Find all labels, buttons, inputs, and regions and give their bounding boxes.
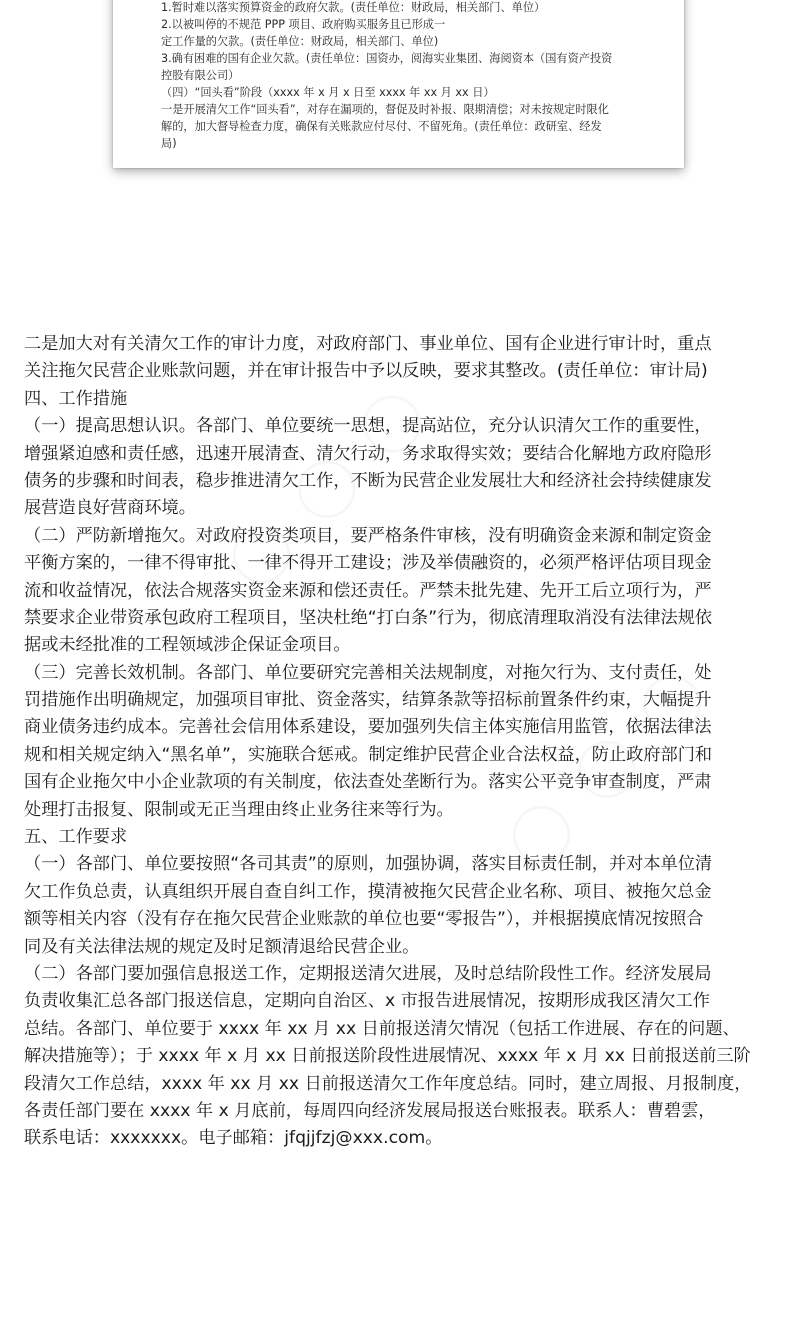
section-heading: 四、工作措施: [24, 388, 128, 409]
preview-line: 定工作量的欠款。(责任单位：财政局，相关部门、单位): [161, 35, 439, 48]
body-line: 增强紧迫感和责任感，迅速开展清查、清欠行动，务求取得实效；要结合化解地方政府隐形: [24, 443, 712, 464]
body-line: 额等相关内容（没有存在拖欠民营企业账款的单位也要“零报告”），并根据摸底情况按照合: [24, 909, 704, 930]
preview-line: 局): [161, 137, 177, 150]
body-line: 联系电话：xxxxxxx。电子邮箱：jfqjjfzj@xxx.com。: [24, 1128, 443, 1149]
body-line: 平衡方案的，一律不得审批、一律不得开工建设；涉及举债融资的，必须严格评估项目现金: [24, 553, 712, 574]
body-line: 禁要求企业带资承包政府工程项目，坚决杜绝“打白条”行为，彻底清理取消没有法律法规依: [24, 607, 713, 628]
body-line: 解决措施等）；于 xxxx 年 x 月 xx 日前报送阶段性进展情况、xxxx 年 x 月 xx 日前报送前三阶: [24, 1046, 751, 1067]
body-line: 负责收集汇总各部门报送信息，定期向自治区、x 市报告进展情况，按期形成我区清欠工作: [24, 991, 710, 1012]
body-line: 流和收益情况，依法合规落实资金来源和偿还责任。严禁未批先建、先开工后立项行为，严: [24, 580, 712, 601]
body-line: 关注拖欠民营企业账款问题，并在审计报告中予以反映，要求其整改。(责任单位：审计局): [24, 361, 708, 382]
body-line: （三）完善长效机制。各部门、单位要研究完善相关法规制度，对拖欠行为、支付责任，处: [24, 662, 712, 683]
body-line: 处理打击报复、限制或无正当理由终止业务往来等行为。: [24, 799, 454, 820]
body-line: 国有企业拖欠中小企业款项的有关制度，依法查处垄断行为。落实公平竞争审查制度，严肃: [24, 772, 712, 793]
preview-line: 3.确有困难的国有企业欠款。(责任单位：国资办，阅海实业集团、海阅资本（国有资产投资: [161, 52, 613, 65]
body-line: 据或未经批准的工程领域涉企保证金项目。: [24, 635, 351, 656]
body-line: 罚措施作出明确规定，加强项目审批、资金落实，结算条款等招标前置条件约束，大幅提升: [24, 690, 712, 711]
preview-line: （四）“回头看”阶段（xxxx 年 x 月 x 日至 xxxx 年 xx 月 xx 日）: [161, 86, 495, 99]
body-line: （二）各部门要加强信息报送工作，定期报送清欠进展，及时总结阶段性工作。经济发展局: [24, 963, 712, 984]
preview-line: 控股有限公司）: [161, 69, 240, 82]
preview-line: 1.暂时难以落实预算资金的政府欠款。(责任单位：财政局，相关部门、单位）: [161, 1, 546, 14]
body-line: 总结。各部门、单位要于 xxxx 年 xx 月 xx 日前报送清欠情况（包括工作进展、存在的问题、: [24, 1018, 740, 1039]
body-line: 规和相关规定纳入“黑名单”，实施联合惩戒。制定维护民营企业合法权益，防止政府部门和: [24, 744, 713, 765]
body-line: （二）严防新增拖欠。对政府投资类项目，要严格条件审核，没有明确资金来源和制定资金: [24, 525, 712, 546]
preview-line: 解的，加大督导检查力度，确保有关账款应付尽付、不留死角。(责任单位：政研室、经发: [161, 120, 602, 133]
preview-line: 2.以被叫停的不规范 PPP 项目、政府购买服务且已形成一: [161, 18, 446, 31]
section-heading: 五、工作要求: [24, 827, 128, 848]
body-line: 同及有关法律法规的规定及时足额清退给民营企业。: [24, 936, 420, 957]
body-line: 各责任部门要在 xxxx 年 x 月底前，每周四向经济发展局报送台账报表。联系人：曹碧雲，: [24, 1100, 716, 1121]
body-line: （一）各部门、单位要按照“各司其责”的原则，加强协调，落实目标责任制，并对本单位清: [24, 854, 713, 875]
body-line: 商业债务违约成本。完善社会信用体系建设，要加强列失信主体实施信用监管，依据法律法: [24, 717, 712, 738]
body-line: 欠工作负总责，认真组织开展自查自纠工作，摸清被拖欠民营企业名称、项目、被拖欠总金: [24, 881, 712, 902]
body-line: 段清欠工作总结，xxxx 年 xx 月 xx 日前报送清欠工作年度总结。同时，建立周报、月报制度，: [24, 1073, 752, 1094]
document-preview-card: [113, 0, 684, 168]
document-body: [24, 331, 780, 1153]
preview-line: 一是开展清欠工作“回头看”，对存在漏项的，督促及时补报、限期清偿；对未按规定时限化: [161, 103, 609, 116]
body-line: （一）提高思想认识。各部门、单位要统一思想，提高站位，充分认识清欠工作的重要性，: [24, 416, 712, 437]
body-line: 展营造良好营商环境。: [24, 498, 196, 519]
body-line: 债务的步骤和时间表，稳步推进清欠工作，不断为民营企业发展壮大和经济社会持续健康发: [24, 470, 712, 491]
body-line: 二是加大对有关清欠工作的审计力度，对政府部门、事业单位、国有企业进行审计时，重点: [24, 334, 712, 354]
